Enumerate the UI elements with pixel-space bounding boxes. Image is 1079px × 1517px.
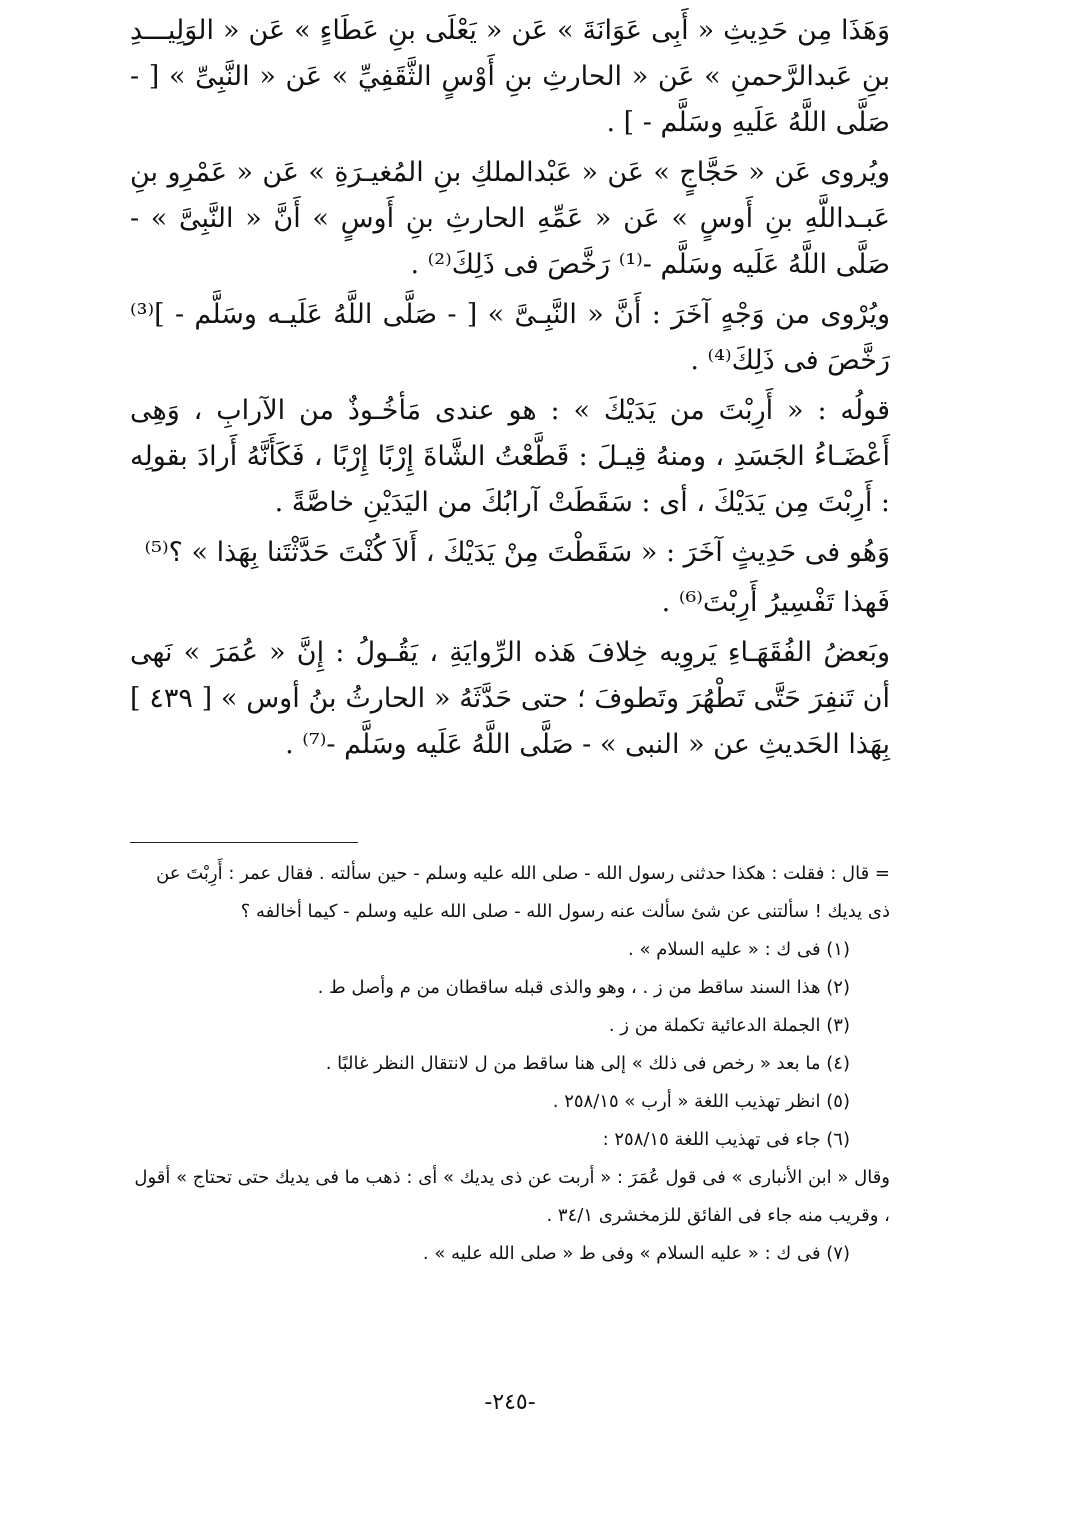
document-page xyxy=(130,0,890,1517)
footnote-4: (٤) ما بعد « رخص فى ذلك » إلى هنا ساقط من ل لانتقال النظر غالبًا . xyxy=(325,1053,850,1074)
paragraph-7: وبَعضُ الفُقَهَـاءِ يَروِيه خِلافَ هَذه الرِّوايَةِ ، يَقُـولُ : إِنَّ « عُمَرَ » نَهى أن تَنفِرَ حَتَّى تَطْهُرَ وتَطوفَ ؛ حتى حَدَّثَهُ « الحارثُ بنُ أوس » [ ٤٣٩ ] بِهَذا الحَديثِ عن « النبى » - صَلَّى اللَّهُ عَلَيه وسَلَّم -⁽⁷⁾ . xyxy=(130,637,890,760)
paragraph-4: قولُه : « أَرِبْتَ من يَدَيْكَ » : هو عندى مَأخُـوذٌ من الآرابِ ، وَهِى أَعْضَـاءُ الجَسَدِ ، ومنهُ قِيـلَ : قَطَّعْتُ الشَّاةَ إِرْبًا إِرْبًا ، فَكَأَنَّهُ أَرادَ بقولِه : أَرِبْتَ مِن يَدَيْكَ ، أى : سَقَطَتْ آرابُكَ من اليَدَيْنِ خاصَّةً . xyxy=(130,395,890,518)
footnote-divider xyxy=(130,842,358,843)
paragraph-5: وَهُو فى حَدِيثٍ آخَرَ : « سَقَطْتَ مِنْ يَدَيْكَ ، أَلاَ كُنْتَ حَدَّثْتَنا بِهَذا » ؟⁽⁵⁾ xyxy=(144,537,890,568)
footnote-7: (٧) فى ك : « عليه السلام » وفى ط « صلى الله عليه » . xyxy=(422,1243,850,1264)
main-text xyxy=(130,8,890,772)
paragraph-3: ويُرْوى من وَجْهٍ آخَرَ : أَنَّ « النَّبِـىَّ » [ - صَلَّى اللَّهُ عَلَيـه وسَلَّم - ]⁽³⁾ رَخَّصَ فى ذَلِكَ⁽⁴⁾ . xyxy=(130,299,890,376)
footnote-2: (٢) هذا السند ساقط من ز . ، وهو والذى قبله ساقطان من م وأصل ط . xyxy=(317,977,850,998)
footnotes xyxy=(130,855,890,1273)
footnote-continuation: = قال : فقلت : هكذا حدثنى رسول الله - صلى الله عليه وسلم - حين سألته . فقال عمر : أَرِبْتَ عن ذى يديك ! سألتنى عن شئ سألت عنه رسول الله - صلى الله عليه وسلم - كيما أخالفه ؟ xyxy=(156,863,890,922)
footnote-6: (٦) جاء فى تهذيب اللغة ٢٥٨/١٥ : xyxy=(602,1129,850,1150)
footnote-1: (١) فى ك : « عليه السلام » . xyxy=(628,939,850,960)
paragraph-1: وَهَذَا مِن حَدِيثِ « أَبِى عَوَانَةَ » عَن « يَعْلَى بنِ عَطَاءٍ » عَن « الوَلِيـــدِ بنِ عَبدالرَّحمنِ » عَن « الحارثِ بنِ أَوْسٍ الثَّقَفِيِّ » عَن « النَّبِىِّ » [ - صَلَّى اللَّهُ عَلَيهِ وسَلَّم - ] . xyxy=(130,15,890,138)
paragraph-2: ويُروى عَن « حَجَّاجٍ » عَن « عَبْدالملكِ بنِ المُغيـرَةِ » عَن « عَمْرِو بنِ عَبـداللَّهِ بنِ أَوسٍ » عَن « عَمِّهِ الحارثِ بنِ أَوسٍ » أَنَّ « النَّبِىَّ » - صَلَّى اللَّهُ عَلَيه وسَلَّم -⁽¹⁾ رَخَّصَ فى ذَلِكَ⁽²⁾ . xyxy=(130,157,890,280)
footnote-6-quote: وقال « ابن الأنبارى » فى قول عُمَرَ : « أربت عن ذى يديك » أى : ذهب ما فى يديك حتى تحتاج » أقول ، وقريب منه جاء فى الفائق للزمخشرى ٣٤/١ . xyxy=(134,1167,890,1226)
paragraph-6: فَهذا تَفْسِيرُ أَرِبْتَ⁽⁶⁾ . xyxy=(661,587,890,618)
page-number: -٢٤٥- xyxy=(484,1390,536,1415)
footnote-5: (٥) انظر تهذيب اللغة « أرب » ٢٥٨/١٥ . xyxy=(552,1091,850,1112)
footnote-3: (٣) الجملة الدعائية تكملة من ز . xyxy=(608,1015,850,1036)
